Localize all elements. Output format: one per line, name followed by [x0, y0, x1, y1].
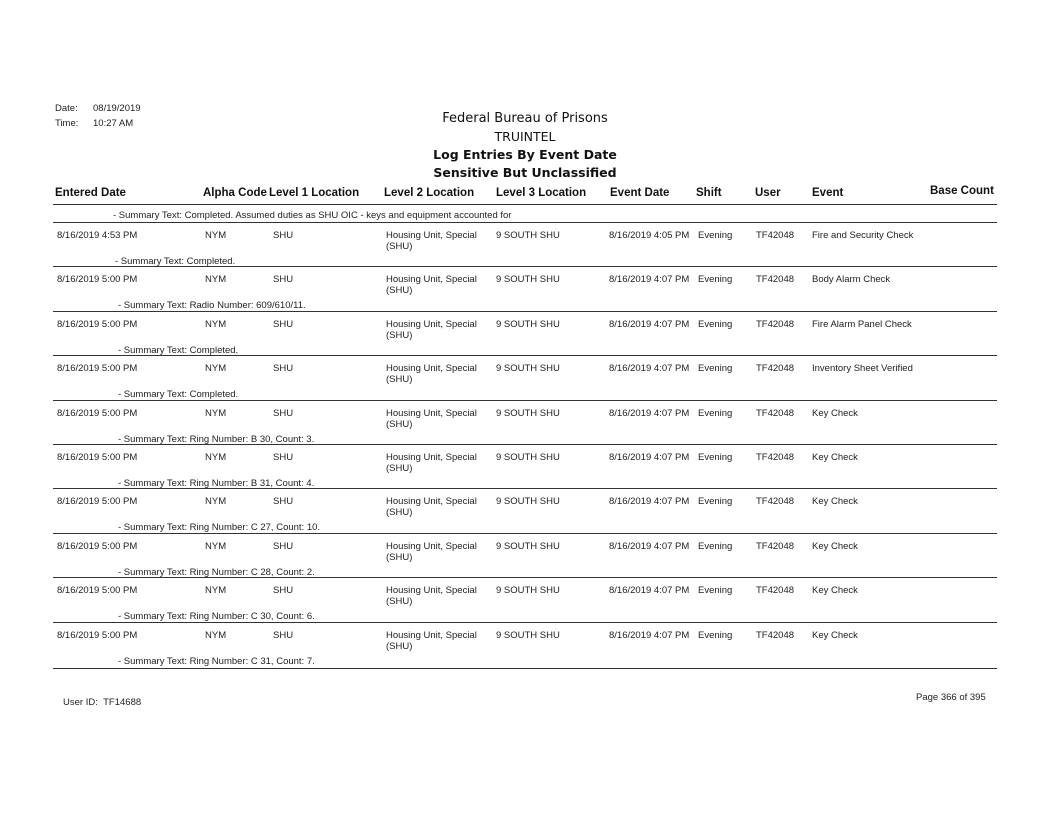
- col-event: Event: [812, 187, 844, 199]
- level1-cell: SHU: [273, 230, 294, 241]
- summary-text: - Summary Text: Completed.: [115, 256, 236, 267]
- level2-cell: Housing Unit, Special (SHU): [386, 540, 477, 563]
- alpha-code-cell: NYM: [205, 496, 227, 508]
- page-number: Page 366 of 395: [916, 692, 986, 703]
- level1-cell: SHU: [273, 585, 294, 597]
- table-row: [0, 266, 1056, 312]
- shift-cell: Evening: [698, 496, 733, 508]
- summary-text-carryover: - Summary Text: Completed. Assumed duties as SHU OIC - keys and equipment accounted for: [113, 210, 512, 221]
- table-end-rule: [53, 668, 997, 669]
- title-system: TRUINTEL: [494, 129, 556, 144]
- entered-date-cell: 8/16/2019 5:00 PM: [57, 407, 138, 419]
- date-label: Date:: [55, 103, 78, 114]
- event-date-cell: 8/16/2019 4:07 PM: [609, 363, 690, 375]
- table-row: [0, 222, 1056, 268]
- user-id-value: TF14688: [103, 697, 142, 708]
- level3-cell: 9 SOUTH SHU: [496, 585, 560, 597]
- row-rule: [53, 266, 997, 267]
- summary-text: - Summary Text: Ring Number: C 30, Count: 6.: [118, 611, 315, 623]
- entered-date-cell: 8/16/2019 5:00 PM: [57, 363, 138, 375]
- entered-date-cell: 8/16/2019 5:00 PM: [57, 274, 138, 286]
- alpha-code-cell: NYM: [205, 540, 227, 552]
- level1-cell: SHU: [273, 629, 294, 641]
- user-cell: TF42048: [756, 274, 795, 286]
- event-date-cell: 8/16/2019 4:07 PM: [609, 629, 690, 641]
- user-id-line: [63, 697, 141, 708]
- table-row: [0, 622, 1056, 668]
- alpha-code-cell: NYM: [205, 452, 227, 463]
- level3-cell: 9 SOUTH SHU: [496, 230, 560, 241]
- summary-text: - Summary Text: Ring Number: C 31, Count: 7.: [118, 655, 315, 667]
- shift-cell: Evening: [698, 452, 733, 463]
- level1-cell: SHU: [273, 540, 294, 552]
- event-date-cell: 8/16/2019 4:07 PM: [609, 318, 690, 330]
- user-cell: TF42048: [756, 496, 795, 508]
- summary-text: - Summary Text: Completed.: [118, 389, 239, 401]
- level1-cell: SHU: [273, 318, 294, 330]
- alpha-code-cell: NYM: [205, 274, 227, 286]
- date-line: [55, 103, 141, 114]
- level3-cell: 9 SOUTH SHU: [496, 318, 560, 330]
- level2-cell: Housing Unit, Special (SHU): [386, 407, 477, 430]
- event-cell: Key Check: [812, 452, 858, 463]
- event-date-cell: 8/16/2019 4:07 PM: [609, 407, 690, 419]
- level1-cell: SHU: [273, 452, 294, 463]
- entered-date-cell: 8/16/2019 5:00 PM: [57, 540, 138, 552]
- shift-cell: Evening: [698, 274, 733, 286]
- table-row: [0, 400, 1056, 446]
- event-cell: Key Check: [812, 540, 858, 552]
- shift-cell: Evening: [698, 629, 733, 641]
- event-cell: Inventory Sheet Verified: [812, 363, 913, 375]
- level2-cell: Housing Unit, Special (SHU): [386, 585, 477, 608]
- event-date-cell: 8/16/2019 4:07 PM: [609, 585, 690, 597]
- user-cell: TF42048: [756, 629, 795, 641]
- col-level2: Level 2 Location: [384, 187, 475, 199]
- row-rule: [53, 400, 997, 401]
- entered-date-cell: 8/16/2019 5:00 PM: [57, 452, 138, 463]
- table-row: [0, 488, 1056, 534]
- header-rule: [53, 204, 997, 205]
- level2-cell: Housing Unit, Special (SHU): [386, 452, 477, 474]
- level2-cell: Housing Unit, Special (SHU): [386, 629, 477, 652]
- alpha-code-cell: NYM: [205, 230, 227, 241]
- level2-cell: Housing Unit, Special (SHU): [386, 363, 477, 386]
- entered-date-cell: 8/16/2019 5:00 PM: [57, 585, 138, 597]
- level3-cell: 9 SOUTH SHU: [496, 496, 560, 508]
- shift-cell: Evening: [698, 585, 733, 597]
- user-cell: TF42048: [756, 318, 795, 330]
- event-cell: Key Check: [812, 407, 858, 419]
- title-classification: Sensitive But Unclassified: [433, 165, 617, 180]
- level3-cell: 9 SOUTH SHU: [496, 363, 560, 375]
- row-rule: [53, 488, 997, 489]
- shift-cell: Evening: [698, 407, 733, 419]
- level2-cell: Housing Unit, Special (SHU): [386, 318, 477, 341]
- col-shift: Shift: [696, 187, 722, 199]
- row-rule: [53, 533, 997, 534]
- col-base-count: Base Count: [930, 185, 994, 197]
- shift-cell: Evening: [698, 363, 733, 375]
- alpha-code-cell: NYM: [205, 629, 227, 641]
- entered-date-cell: 8/16/2019 5:00 PM: [57, 629, 138, 641]
- summary-text: - Summary Text: Radio Number: 609/610/11.: [118, 300, 306, 312]
- col-level3: Level 3 Location: [496, 187, 587, 199]
- time-label: Time:: [55, 118, 79, 129]
- level3-cell: 9 SOUTH SHU: [496, 274, 560, 286]
- user-cell: TF42048: [756, 540, 795, 552]
- level1-cell: SHU: [273, 363, 294, 375]
- event-cell: Fire and Security Check: [812, 230, 914, 241]
- user-cell: TF42048: [756, 407, 795, 419]
- alpha-code-cell: NYM: [205, 363, 227, 375]
- summary-text: - Summary Text: Completed.: [118, 344, 239, 356]
- event-cell: Key Check: [812, 496, 858, 508]
- col-user: User: [755, 187, 781, 199]
- event-cell: Key Check: [812, 629, 858, 641]
- row-rule: [53, 577, 997, 578]
- title-agency: Federal Bureau of Prisons: [442, 111, 608, 126]
- time-value: 10:27 AM: [93, 118, 134, 129]
- alpha-code-cell: NYM: [205, 585, 227, 597]
- entered-date-cell: 8/16/2019 4:53 PM: [57, 230, 138, 241]
- table-row: [0, 533, 1056, 579]
- level3-cell: 9 SOUTH SHU: [496, 629, 560, 641]
- summary-text: - Summary Text: Ring Number: B 31, Count: 4.: [118, 478, 315, 489]
- level3-cell: 9 SOUTH SHU: [496, 452, 560, 463]
- event-cell: Body Alarm Check: [812, 274, 891, 286]
- user-id-label: User ID:: [63, 697, 98, 708]
- event-cell: Key Check: [812, 585, 858, 597]
- event-cell: Fire Alarm Panel Check: [812, 318, 912, 330]
- event-date-cell: 8/16/2019 4:05 PM: [609, 230, 690, 241]
- user-cell: TF42048: [756, 452, 795, 463]
- level1-cell: SHU: [273, 274, 294, 286]
- summary-text: - Summary Text: Ring Number: B 30, Count: 3.: [118, 433, 315, 445]
- entered-date-cell: 8/16/2019 5:00 PM: [57, 318, 138, 330]
- table-row: [0, 577, 1056, 623]
- user-cell: TF42048: [756, 363, 795, 375]
- user-cell: TF42048: [756, 230, 795, 241]
- shift-cell: Evening: [698, 540, 733, 552]
- col-level1: Level 1 Location: [269, 187, 360, 199]
- row-rule: [53, 355, 997, 356]
- event-date-cell: 8/16/2019 4:07 PM: [609, 274, 690, 286]
- date-value: 08/19/2019: [93, 103, 141, 114]
- col-alpha-code: Alpha Code: [203, 187, 267, 199]
- time-line: [55, 118, 133, 129]
- col-event-date: Event Date: [610, 187, 670, 199]
- event-date-cell: 8/16/2019 4:07 PM: [609, 496, 690, 508]
- shift-cell: Evening: [698, 230, 733, 241]
- table-row: [0, 355, 1056, 401]
- row-rule: [53, 444, 997, 445]
- row-rule: [53, 222, 997, 223]
- level2-cell: Housing Unit, Special (SHU): [386, 230, 477, 252]
- level2-cell: Housing Unit, Special (SHU): [386, 496, 477, 519]
- level2-cell: Housing Unit, Special (SHU): [386, 274, 477, 297]
- level1-cell: SHU: [273, 407, 294, 419]
- level3-cell: 9 SOUTH SHU: [496, 540, 560, 552]
- col-entered-date: Entered Date: [55, 187, 126, 199]
- event-date-cell: 8/16/2019 4:07 PM: [609, 540, 690, 552]
- user-cell: TF42048: [756, 585, 795, 597]
- alpha-code-cell: NYM: [205, 407, 227, 419]
- level3-cell: 9 SOUTH SHU: [496, 407, 560, 419]
- event-date-cell: 8/16/2019 4:07 PM: [609, 452, 690, 463]
- level1-cell: SHU: [273, 496, 294, 508]
- alpha-code-cell: NYM: [205, 318, 227, 330]
- summary-text: - Summary Text: Ring Number: C 28, Count: 2.: [118, 566, 315, 578]
- row-rule: [53, 311, 997, 312]
- table-row: [0, 444, 1056, 490]
- entered-date-cell: 8/16/2019 5:00 PM: [57, 496, 138, 508]
- summary-text: - Summary Text: Ring Number: C 27, Count: 10.: [118, 522, 321, 534]
- shift-cell: Evening: [698, 318, 733, 330]
- table-row: [0, 311, 1056, 357]
- row-rule: [53, 622, 997, 623]
- title-report: Log Entries By Event Date: [433, 147, 617, 162]
